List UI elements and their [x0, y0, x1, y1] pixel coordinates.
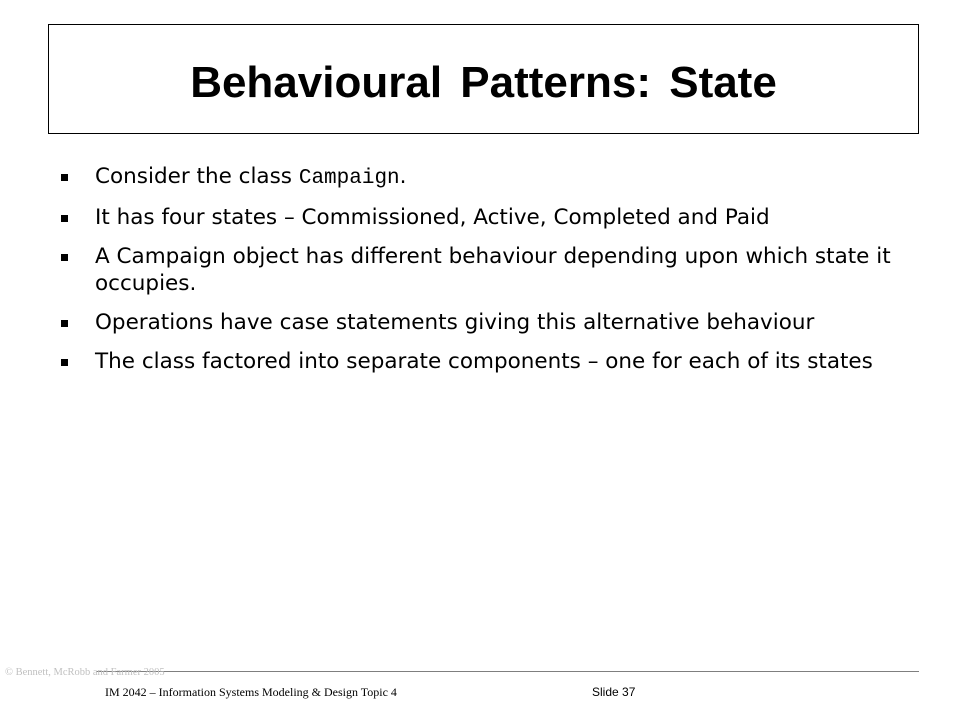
bullet-text: A Campaign object has different behaviour depending upon which state it occupies.	[95, 244, 891, 296]
square-bullet-icon	[61, 215, 68, 222]
square-bullet-icon	[61, 320, 68, 327]
bullet-text: The class factored into separate components – one for each of its states	[95, 349, 873, 374]
copyright-text: © Bennett, McRobb and Farmer 2005	[5, 667, 165, 678]
bullet-text-suffix: .	[399, 164, 407, 189]
course-footer: IM 2042 – Information Systems Modeling & Design Topic 4	[105, 685, 397, 699]
bullet-item	[58, 163, 908, 192]
bullet-item	[58, 309, 908, 336]
bullet-text: It has four states – Commissioned, Active, Completed and Paid	[95, 205, 770, 230]
square-bullet-icon	[61, 174, 68, 181]
bullet-text-prefix: Consider the class	[95, 164, 299, 189]
bullet-item	[58, 348, 908, 375]
bullet-list	[58, 163, 908, 387]
bullet-text: Operations have case statements giving this alternative behaviour	[95, 310, 815, 335]
class-name-code: Campaign	[298, 167, 400, 190]
slide-number: Slide 37	[592, 685, 636, 699]
square-bullet-icon	[61, 254, 68, 261]
slide-title: Behavioural Patterns: State	[190, 58, 777, 107]
footer-divider	[96, 671, 919, 672]
bullet-item	[58, 204, 908, 231]
title-box	[48, 24, 919, 134]
square-bullet-icon	[61, 359, 68, 366]
bullet-item	[58, 243, 908, 297]
